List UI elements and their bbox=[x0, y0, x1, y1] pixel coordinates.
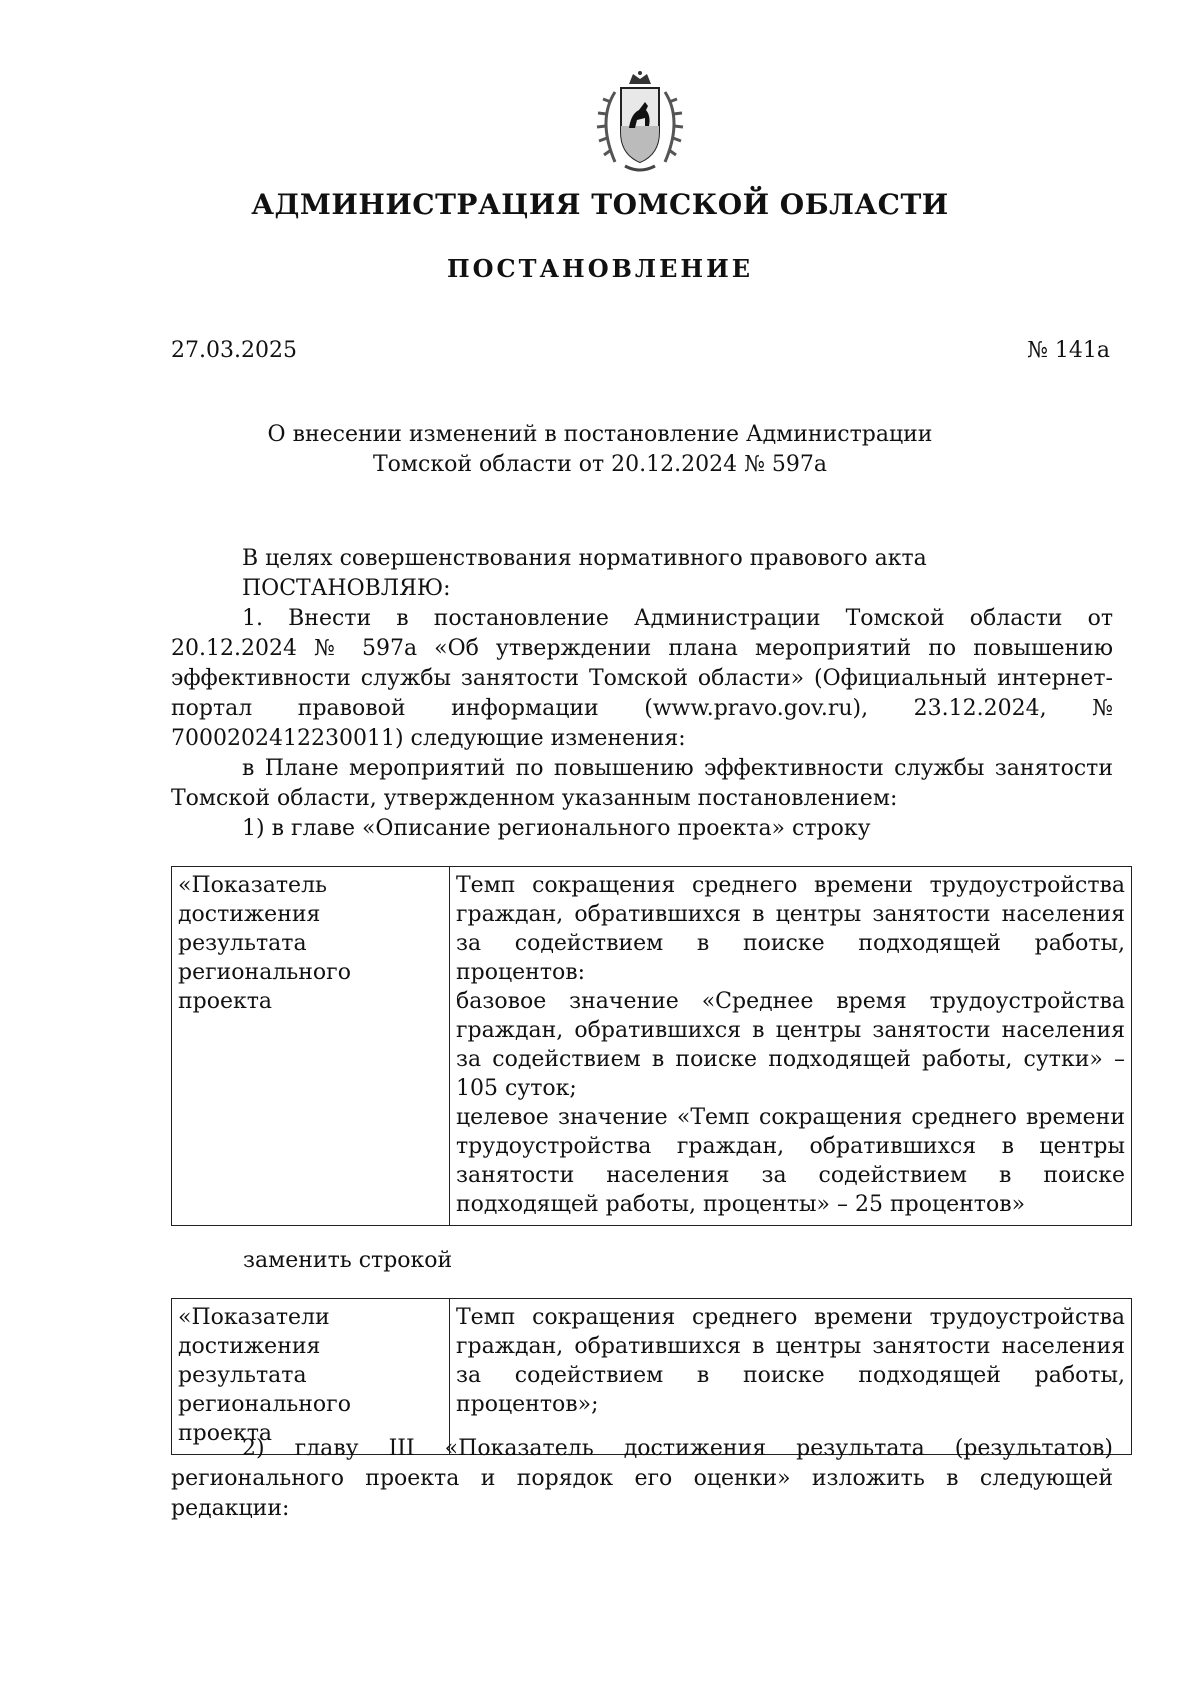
table-cell-label: «Показатель достижения результата регионального проекта bbox=[172, 867, 450, 1226]
replace-text: заменить строкой bbox=[243, 1248, 453, 1273]
table-row bbox=[172, 1299, 1132, 1455]
document-date: 27.03.2025 bbox=[171, 338, 297, 363]
plan-reference-paragraph: в Плане мероприятий по повышению эффективности службы занятости Томской области, утвержденном указанным постановлением: bbox=[171, 756, 1113, 811]
coat-of-arms-icon bbox=[585, 70, 695, 180]
item-2-paragraph: 2) главу III «Показатель достижения результата (результатов) регионального проекта и порядок его оценки» изложить в следующей редакции: bbox=[171, 1436, 1113, 1521]
value-text-3: целевое значение «Темп сокращения среднего времени трудоустройства граждан, обратившихся в центры занятости населения за содействием в поиске подходящей работы, проценты» – 25 процентов» bbox=[456, 1105, 1125, 1217]
intro-paragraph: В целях совершенствования нормативного правового акта bbox=[242, 546, 927, 571]
document-subject bbox=[0, 420, 1200, 480]
document-number: № 141а bbox=[1027, 338, 1110, 363]
table-row bbox=[172, 867, 1132, 1226]
organization-title: АДМИНИСТРАЦИЯ ТОМСКОЙ ОБЛАСТИ bbox=[251, 188, 949, 221]
subject-line-1: О внесении изменений в постановление Администрации bbox=[267, 422, 933, 447]
table-cell-value bbox=[450, 1299, 1132, 1455]
old-row-table bbox=[171, 866, 1132, 1226]
resolve-paragraph: ПОСТАНОВЛЯЮ: bbox=[242, 576, 451, 601]
value-text-1: Темп сокращения среднего времени трудоустройства граждан, обратившихся в центры занятости населения за содействием в поиске подходящей работы, процентов: bbox=[456, 873, 1125, 985]
item-1-paragraph: 1. Внести в постановление Администрации Томской области от 20.12.2024 № 597а «Об утверждении плана мероприятий по повышению эффективности службы занятости Томской области» (Официальный интернет-портал правовой информации (www.pravo.gov.ru), 23.12.2024, № 7000202412230011) следующие изменения: bbox=[171, 606, 1113, 751]
table-cell-value bbox=[450, 867, 1132, 1226]
new-row-table bbox=[171, 1298, 1132, 1455]
subject-line-2: Томской области от 20.12.2024 № 597а bbox=[372, 452, 828, 477]
value-text-2: базовое значение «Среднее время трудоустройства граждан, обратившихся в центры занятости населения за содействием в поиске подходящей работы, сутки» – 105 суток; bbox=[456, 989, 1125, 1101]
value-text-1: Темп сокращения среднего времени трудоустройства граждан, обратившихся в центры занятости населения за содействием в поиске подходящей работы, процентов»; bbox=[456, 1305, 1125, 1417]
document-type: ПОСТАНОВЛЕНИЕ bbox=[446, 254, 754, 283]
subitem-1-paragraph: 1) в главе «Описание регионального проекта» строку bbox=[242, 816, 871, 841]
table-cell-label: «Показатели достижения результата регионального проекта bbox=[172, 1299, 450, 1455]
document-body bbox=[171, 544, 1113, 844]
